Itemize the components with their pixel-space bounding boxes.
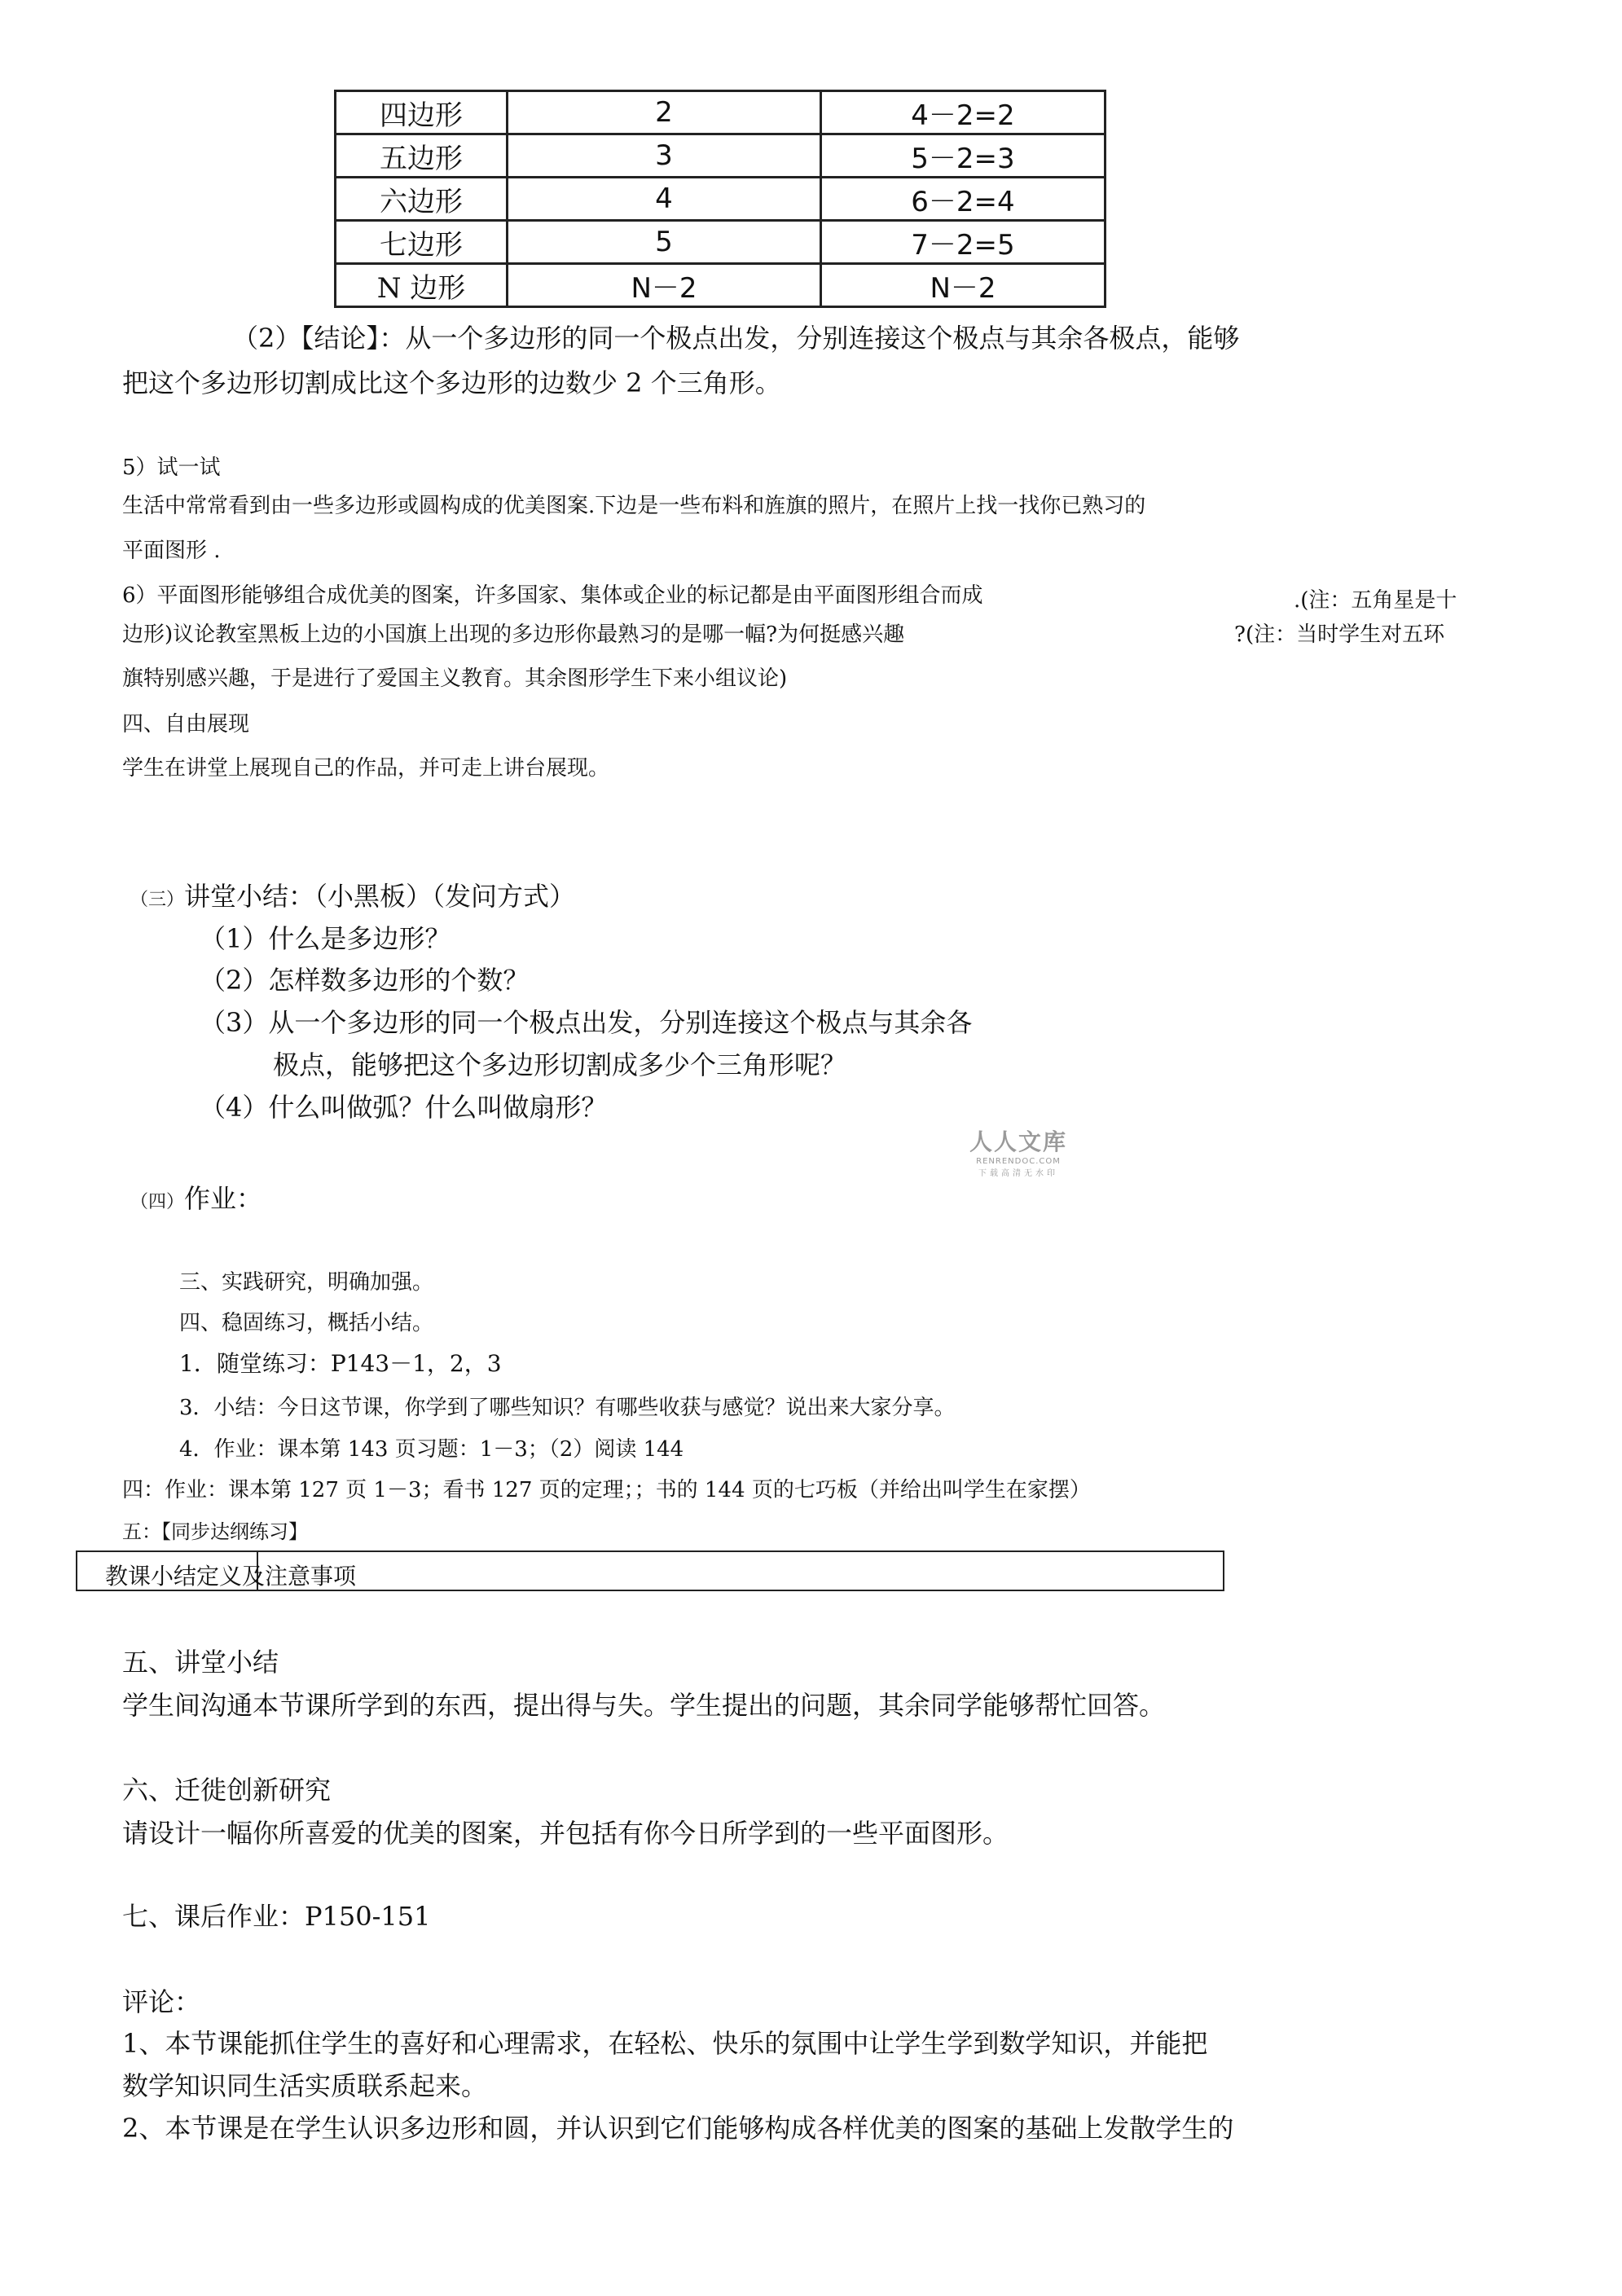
summary-question: （1）什么是多边形？ bbox=[200, 923, 451, 954]
table-cell: 四边形 bbox=[336, 91, 508, 134]
homework-prefix: （四） bbox=[130, 1192, 185, 1212]
item6-note: .(注：五角星是十 bbox=[1294, 588, 1457, 613]
table-cell: 7－2=5 bbox=[821, 221, 1106, 264]
homework-heading bbox=[130, 1178, 262, 1216]
practice-line: 3．小结：今日这节课，你学到了哪些知识？有哪些收获与感觉？说出来大家分享。 bbox=[179, 1396, 956, 1420]
item6-text: 边形)议论教室黑板上边的小国旗上出现的多边形你最熟习的是哪一幅?为何挺感兴趣 bbox=[122, 622, 905, 647]
homework-title: 作业： bbox=[184, 1183, 263, 1214]
watermark-sub: 下载高清无水印 bbox=[978, 1169, 1058, 1178]
summary-box bbox=[76, 1550, 1224, 1591]
try-heading: 5）试一试 bbox=[122, 455, 221, 480]
practice-line: 四：作业：课本第 127 页 1－3；看书 127 页的定理；；书的 144 页的七巧板（并给出叫学生在家摆） bbox=[122, 1478, 1091, 1502]
practice-line: 4．作业：课本第 143 页习题：1－3；（2）阅读 144 bbox=[179, 1437, 684, 1462]
table-cell: 七边形 bbox=[336, 221, 508, 264]
summary-title: 讲堂小结：（小黑板）（发问方式） bbox=[184, 881, 576, 912]
practice-line: 五：【同步达纲练习】 bbox=[122, 1520, 308, 1543]
polygon-table bbox=[334, 90, 1106, 308]
comment-heading: 评论： bbox=[122, 1986, 201, 2017]
table-cell: 5－2=3 bbox=[821, 134, 1106, 178]
table-cell: 6－2=4 bbox=[821, 178, 1106, 221]
comment-text: 1、本节课能抓住学生的喜好和心理需求，在轻松、快乐的氛围中让学生学到数学知识，并能把 bbox=[122, 2028, 1208, 2059]
section-text: 请设计一幅你所喜爱的优美的图案，并包括有你今日所学到的一些平面图形。 bbox=[122, 1818, 1009, 1849]
table-cell: N 边形 bbox=[336, 264, 508, 307]
table-cell: 3 bbox=[508, 134, 821, 178]
summary-question: （4）什么叫做弧？什么叫做扇形？ bbox=[200, 1092, 608, 1123]
section-text: 学生间沟通本节课所学到的东西，提出得与失。学生提出的问题，其余同学能够帮忙回答。 bbox=[122, 1690, 1166, 1721]
practice-line: 四、稳固练习，概括小结。 bbox=[179, 1311, 434, 1335]
table-row bbox=[336, 134, 1106, 178]
table-cell: N－2 bbox=[508, 264, 821, 307]
item6-text: 旗特别感兴趣，于是进行了爱国主义教育。其余图形学生下来小组议论) bbox=[122, 666, 788, 691]
watermark-title: 人人文库 bbox=[969, 1128, 1067, 1155]
section-heading: 四、自由展现 bbox=[122, 712, 250, 737]
comment-text: 数学知识同生活实质联系起来。 bbox=[122, 2070, 488, 2101]
table-cell: 2 bbox=[508, 91, 821, 134]
section-heading: 五、讲堂小结 bbox=[122, 1647, 279, 1678]
conclusion-line: 把这个多边形切割成比这个多边形的边数少 2 个三角形。 bbox=[122, 367, 781, 398]
section-text: 学生在讲堂上展现自己的作品，并可走上讲台展现。 bbox=[122, 756, 610, 781]
comment-text: 2、本节课是在学生认识多边形和圆，并认识到它们能够构成各样优美的图案的基础上发散学生的 bbox=[122, 2113, 1234, 2144]
summary-question: （2）怎样数多边形的个数？ bbox=[200, 965, 530, 996]
summary-heading bbox=[130, 876, 575, 913]
watermark-logo bbox=[957, 1124, 1079, 1178]
box-text: 教课小结定义及注意事项 bbox=[105, 1563, 357, 1590]
section-heading: 七、课后作业：P150-151 bbox=[122, 1901, 431, 1932]
table-row bbox=[336, 221, 1106, 264]
table-cell: N－2 bbox=[821, 264, 1106, 307]
conclusion-line: （2）【结论】：从一个多边形的同一个极点出发，分别连接这个极点与其余各极点，能够 bbox=[232, 323, 1240, 354]
table-cell: 4－2=2 bbox=[821, 91, 1106, 134]
summary-question: 极点，能够把这个多边形切割成多少个三角形呢？ bbox=[273, 1049, 847, 1080]
table-row bbox=[336, 178, 1106, 221]
try-text: 平面图形 . bbox=[122, 539, 221, 563]
try-text: 生活中常常看到由一些多边形或圆构成的优美图案.下边是一些布料和旌旗的照片，在照片上找一找你已熟习的 bbox=[122, 494, 1146, 518]
summary-prefix: （三） bbox=[130, 890, 185, 910]
watermark-url: RENRENDOC.COM bbox=[976, 1157, 1061, 1166]
practice-line: 1．随堂练习：P143－1，2，3 bbox=[179, 1350, 502, 1377]
table-row bbox=[336, 91, 1106, 134]
item6-note: ?(注：当时学生对五环 bbox=[1234, 622, 1445, 647]
table-cell: 5 bbox=[508, 221, 821, 264]
table-cell: 六边形 bbox=[336, 178, 508, 221]
practice-line: 三、实践研究，明确加强。 bbox=[179, 1270, 434, 1295]
table-cell: 五边形 bbox=[336, 134, 508, 178]
section-heading: 六、迁徙创新研究 bbox=[122, 1775, 332, 1806]
table-cell: 4 bbox=[508, 178, 821, 221]
table-row bbox=[336, 264, 1106, 307]
item6-text: 6）平面图形能够组合成优美的图案，许多国家、集体或企业的标记都是由平面图形组合而成 bbox=[122, 583, 983, 608]
summary-question: （3）从一个多边形的同一个极点出发，分别连接这个极点与其余各 bbox=[200, 1007, 973, 1038]
